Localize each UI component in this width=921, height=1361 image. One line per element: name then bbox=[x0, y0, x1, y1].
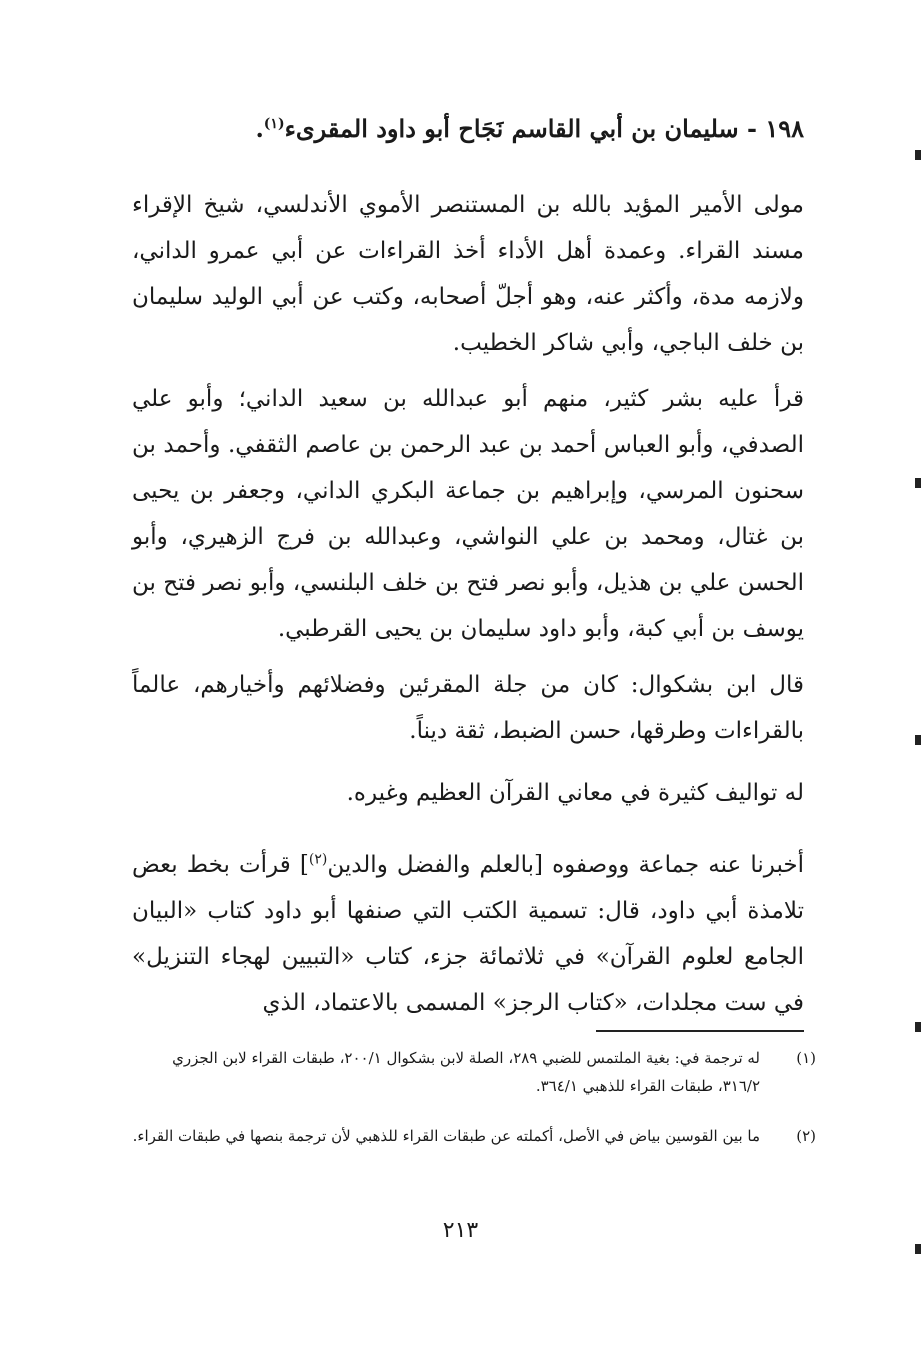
scan-edge-mark bbox=[915, 150, 921, 160]
footnote-2-number: (٢) bbox=[796, 1127, 816, 1145]
book-list-text-rest: ] قرأت بخط بعض تلامذة أبي داود، قال: تسمية الكتب التي صنفها أبو داود كتاب «البيان الجامع لعلوم القرآن» في ثلاثمائة جزء، كتاب «التبيين لهجاء التنزيل» في ست مجلدات، «كتاب الرجز» المسمى بالاعتماد، الذي bbox=[132, 852, 804, 1016]
paragraph-book-list bbox=[132, 842, 804, 1026]
footnote-2-text: ما بين القوسين بياض في الأصل، أكملته عن طبقات القراء للذهبي لأن ترجمة بنصها في طبقات القراء. bbox=[132, 1127, 760, 1145]
footnote-2 bbox=[132, 1122, 816, 1150]
footnote-ref-1: (١) bbox=[263, 116, 285, 132]
scan-edge-mark bbox=[915, 1244, 921, 1254]
paragraph-students: قرأ عليه بشر كثير، منهم أبو عبدالله بن سعيد الداني؛ وأبو علي الصدفي، وأبو العباس أحمد بن عبد الرحمن بن عاصم الثقفي. وأحمد بن سحنون المرسي، وإبراهيم بن جماعة البكري الداني، وجعفر بن يحيى بن غتال، ومحمد بن علي النواشي، وعبدالله بن فرج الزهيري، وأبو الحسن علي بن هذيل، وأبو نصر فتح بن خلف البلنسي، وأبو نصر فتح بن يوسف بن أبي كبة، وأبو داود سليمان بن يحيى القرطبي. bbox=[132, 386, 804, 642]
book-list-text-start: أخبرنا عنه جماعة ووصفوه [بالعلم والفضل والدين bbox=[327, 852, 805, 878]
footnote-1-number: (١) bbox=[796, 1049, 816, 1067]
entry-heading-end: . bbox=[255, 114, 264, 143]
footnote-separator bbox=[596, 1030, 804, 1032]
footnote-1-text: له ترجمة في: بغية الملتمس للضبي ٢٨٩، الصلة لابن بشكوال ٢٠٠/١، طبقات القراء لابن الجزري ٣١٦/٢، طبقات القراء للذهبي ٣٦٤/١. bbox=[172, 1049, 760, 1095]
scan-edge-mark bbox=[915, 1022, 921, 1032]
scan-edge-mark bbox=[915, 478, 921, 488]
entry-heading bbox=[132, 106, 804, 152]
entry-heading-text: ١٩٨ - سليمان بن أبي القاسم نَجَاح أبو داود المقرىء bbox=[284, 114, 804, 143]
paragraph-ibn-bashkuwal-quote: قال ابن بشكوال: كان من جلة المقرئين وفضلائهم وأخيارهم، عالماً بالقراءات وطرقها، حسن الضبط، ثقة ديناً. bbox=[132, 672, 804, 744]
scan-edge-mark bbox=[915, 735, 921, 745]
paragraph-writings: له تواليف كثيرة في معاني القرآن العظيم وغيره. bbox=[346, 780, 804, 806]
footnote-1 bbox=[132, 1044, 816, 1100]
footnote-ref-2: (٢) bbox=[308, 851, 328, 868]
paragraph-biography: مولى الأمير المؤيد بالله بن المستنصر الأموي الأندلسي، شيخ الإقراء مسند القراء. وعمدة أهل الأداء أخذ القراءات عن أبي عمرو الداني، ولازمه مدة، وأكثر عنه، وهو أجلّ أصحابه، وكتب عن أبي الوليد سليمان بن خلف الباجي، وأبي شاكر الخطيب. bbox=[132, 192, 805, 356]
page-number: ٢١٣ bbox=[442, 1218, 479, 1243]
